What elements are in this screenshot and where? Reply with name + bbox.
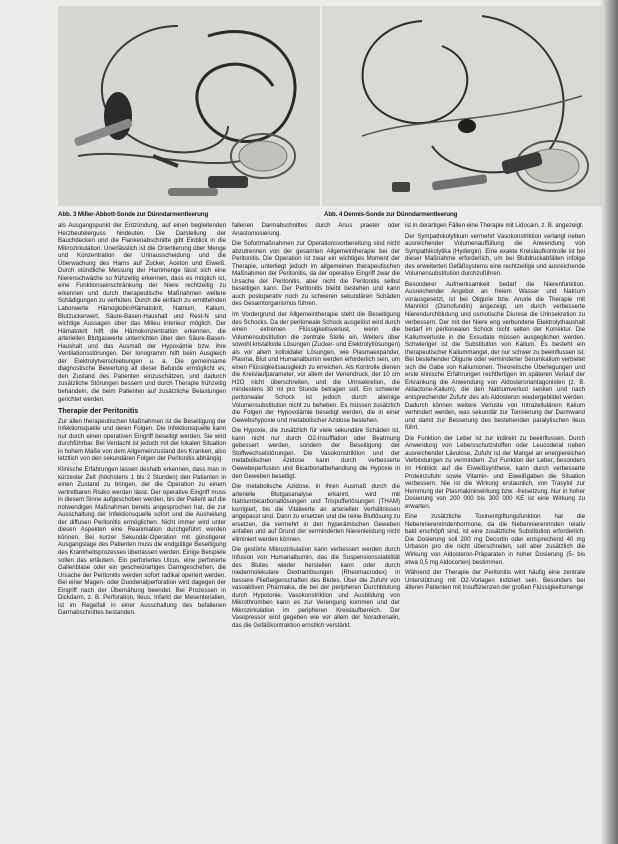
- paragraph: Eine zusätzliche Toxinentgiftungsfunktion hat die Nebennierenrindenhormone, da die Nebennierenrinden relativ bald erschöpft sind, ist eine zusätzliche Substitution erforderlich. Die Dosierung soll 200 mg Decortin oder entsprechend 40 mg Urbason pro die nicht überschreiten, soll aber zusätzlich die Wirkung von Aldosteron-Präparaten in hoher Dosierung (5- bis etwa 0,5 mg Aldocorten) bestimmen.: [405, 513, 585, 566]
- paragraph: ist in derartigen Fällen eine Therapie mit Lidocain, z. B. angezeigt.: [405, 222, 584, 229]
- paragraph: Die metabolische Azidose, in ihren Ausmaß durch die arterielle Blutgasanalyse erkannt, wird mit Natriumbicarbonatlösungen und Trispufferlösungen (THAM) korrigiert, bis die Vitalwerte an arteriellen Verhältnissen angepasst sind. Dann zu ersetzen und die reine Blutlösung zu ersetzen, die vermehrt in den hyperämischen Geweben anfallen und auf Grund der verminderten Nierenleistung nicht eliminiert werden können.: [232, 483, 400, 543]
- paragraph: Im Vordergrund der Allgemeintherapie steht die Beseitigung des Schocks. Da der peritoneale Schock ausgelöst wird durch einen extremen Flüssigkeitsverlust, wenn die Volumensubstitution die zentrale Stelle ein. Weiters über sowohl kristalloide Lösungen (Zucker- und Elektrolytlösungen) als vor allem kolloidaler Lösungen, wie Plasmaexpander, Plasma, Blut und Humanalbumin werden erforderlich sein, um einen Flüssigkeitsausgleich zu erreichen. Als Kontrolle dienen die Kreislaufparameter, vor allem der Venendruck, der 10 cm H2O nicht überschreiten, und die Urinsekretion, die mindestens 30 ml pro Stunde betragen soll. Ein schwerer peritonealer Schock ist jedoch durch alleinige Volumensubstitution nicht zu beheben. Es müssen zusätzlich die Folgen der Hypovolämie beseitigt werden, die in einer Gewebshypoxie und metabolischer Azidose bestehen.: [232, 311, 400, 424]
- paragraph: Die gestörte Mikrozirkulation kann verbessert werden durch Infusion von Humanalbumin, das die Suspensionsstabilität des Blutes wieder herstellen kann oder durch niedermolekulare Dextranlösungen (Rheomacrodex) in bessere Fließeigenschaften des Blutes. Über die Zufuhr von vasoaktiven Pharmaka, die bei der peripheren Durchblutung durch Hypotonie, Vasokonstriktion und Ausbildung von Mikrothromben kann es zur Verengung kommen und der Mikrozirkulation im peripheren Kreislaufbereich. Der Vasopressor wird gegeben wie vor allem der Noradrenalin, das die Gefäßkontraktion ernstlich verstärkt.: [232, 546, 400, 629]
- paragraph: Zur allen therapeutischen Maßnahmen ist die Beseitigung der Infektionsquelle und deren Folgen. Die Infektionsquelle kann nur durch einen operativen Eingriff beseitigt werden. Sie wird durchführbar. Bei Verdacht ist jedoch mit der lokalen Situation in hohem Maße von dem Allgemeinzustand des Kranken, also letztlich von den sekundären Folgen der Peritonitis abhängig.: [58, 417, 226, 463]
- figure-3-photo: [58, 6, 320, 206]
- text-column-1: [58, 222, 226, 620]
- text-column-2: [232, 222, 400, 632]
- paragraph: Während der Therapie der Peritonitis wird häufig eine zentrale Unterstützung mit O2-Vorlagen indiziert sein. Besonders bei älteren Patienten mit Insuffizienzen der großen Flüssigkeitsmenge: [405, 569, 585, 592]
- paragraph: Die Sofortmaßnahmen zur Operationsvorbereitung sind nicht abzutrennen von der gesamten Allgemeintherapie bei der Peritonitis. Die Operation ist zwar ein wichtiges Moment der Therapie, unterliegt jedoch im allgemeinen therapeutischen Maßnahmen der Peritonitis, da der operative Eingriff zwar die Ursache der Peritonitis, aber nicht die Peritonitis selbst beseitigen kann. Der Peritonitis bleibt bestehen und kann auch postoperativ noch zu schweren sekundären Schäden des Gesamtorganismus führen.: [232, 240, 400, 308]
- figure-3-caption: Abb. 3 Miller-Abbott-Sonde zur Dünndarmentleerung: [58, 211, 209, 218]
- paragraph: Besonderer Aufmerksamkeit bedarf die Nierenfunktion. Ausreichender Angebot an freiem Wasser und Natrium vorausgesetzt, ist bei Oligurie bzw. Anurie die Therapie mit Mannitol (Osmofundin) angezeigt, um durch verbesserte Nierendurchblutung und osmotische Diurese die Urinsekretion zu verbessern. Der mit der Niere eng verbundene Elektrolythaushalt bedarf im peritonealen Schock nicht selten der Korrektur. Die Kaliumverluste in die Exsudate müssen ausgeglichen werden. Schwieriger ist die Substitution von Kalium. Es besteht ein therapeutischer Kaliummangel, der nur schwer zu beeinflussen ist. Bei bestehender Oligurie oder verminderter Serumkalium verbietet sich die Gabe von Kaliumionen. Theoretische Überlegungen und erste klinische Erfahrungen rechtfertigen im späteren Verlauf der Erkrankung die Anwendung von Aldosteronantagonisten (z. B. Aldactone-Kalium), die den Natriumverlust senken und nach entsprechender Zufuhr des als Aldosteron wiedergebildet werden. Dadurch können weitere Verluste von Intrazellulärem Kalium verhindert werden, was sekundär zur Tonisierung der Darmwand und damit zur Besserung des bestehenden paralytischen Ileus führt.: [405, 280, 585, 432]
- text-column-3: [405, 222, 585, 595]
- miller-abbott-probe-photo: [58, 6, 320, 206]
- paragraph: Der Sympathikolytikum vermehrt Vasokonstriktion verlangt neben ausreichender Volumenauffüllung die Anwendung von Sympathikolytika (Hydergin). Eine exakte Kreislaufkontrolle ist bei dieser Maßnahme erforderlich, um bei Blutdruckabfällen infolge des erweiterten Gefäßsystems eine rechtzeitige und ausreichende Volumensubstitution durchzuführen.: [405, 232, 585, 278]
- figure-4-photo: [322, 6, 602, 206]
- paragraph: Die Funktion der Leber ist zur indirekt zu beeinflussen. Durch Anwendung von Lebersschutzstoffen oder Leucoderal neben ausreichender Lävulose, Zufuhr ist der Mangel an energiereichen Verbindungen zu vermindern. Zur Funktion der Leber, besonders im Hinblick auf die Eiweißsynthese, kann durch verbesserte Proteinzufuhr sowie Vitamin- und Eiweißgaben die Situation verbessern. Nie ist die Wirkung erstaunlich, von Trasylol zur Hemmung der Plasmakininwirkung bzw. -freisetzung. Nur in hoher Dosierung von 200 000 bis 300 000 KE ist eine Wirkung zu erwarten.: [405, 434, 585, 510]
- paragraph: Klinische Erfahrungen lassen deshalb erkennen, dass man in kürzester Zeit (höchstens 1 bis 2 Stunden) den Patienten in einen Zustand zu bringen, der die Operation zu einem vertretbaren Risiko werden lässt. Der operative Eingriff muss in diesem Sinne aufgeschoben werden, bis der Patient auf die notwendigen Maßnahmen bereits angesprochen hat, die zur Ausschaltung der Infektionsquelle sofort und die Ausheilung der diffusen Peritonitis ermöglichen. Nicht immer wird unter diesen Aspekten eine Reanimation durchgeführt werden können. Bei kurzer Sekundär-Operation mit günstigerer Ausgangslage des Patienten muss die endgültige Beseitigung des Krankheitsprozesses überlassen werden. Einige Beispiele sollen das erläutern. Ein perforiertes Ulcus, eine perforierte Gallenblase oder ein geschwürartiges Darmgeschehen, die Ursache der Peritonitis werden sofort radikal operiert werden. Bei einer Magen- oder Duodenalperforation wird dagegen der Eingriff nach der Übernähung beendet. Bei Prozessen in Dickdarm, z. B. Perforation, Ileus, Infarkt der Mesenterialien, ist im Regelfall in einer Ausschaltung des befallenen Darmabschnittes bestanden.: [58, 465, 227, 617]
- figure-4-caption: Abb. 4 Dennis-Sonde zur Dünndarmentleerung: [324, 211, 458, 218]
- section-heading: Therapie der Peritonitis: [58, 406, 139, 416]
- paragraph: fallenen Darmabschnittes durch Anus praeter oder Anastomosierung.: [232, 222, 400, 237]
- paragraph: als Ausgangspunkt der Entzündung, auf einen begleitenden Herzbeutelerguss hindeuten. Die Darstellung der Bauchdecken und die Flankenabschnitte gibt Einblick in die Mikrozirkulation. Unerlässlich ist die Orientierung über Menge und Konzentration der Urinausscheidung und die Überwachung des Harns auf Zucker, Aceton und Eiweiß. Durch stündliche Messung der Harnmenge lässt sich eine Nierenschwäche so frühzeitig erkennen, dass es möglich ist, eine Funktionseinschränkung der Niere rechtzeitig zu erkennen und durch therapeutische Maßnahmen weitere Schädigungen zu verhüten. Durch die einfach zu ermittelnden Laborwerte Hämoglobin/Hämatokrit, Natrium, Kalium, Blutzuckerwert, Säure-Basen-Haushalt und Rest-N sind wichtige Aussagen über das Milieu interieur möglich. Der Hämatokrit hilft die Hämokonzentration erkennen, die arteriellen Blutgaswerte unterrichten über den Säure-Basen-Haushalt und das Ausmaß der Hypoxämie bzw. ihre Ventilationsstörungen. Der Ionogramm hilft beim Ausgleich der Elektrolytverschiebungen u. a. Die gemeinsame diagnostische Bewertung all dieser Befunde ermöglicht es, den Zustand des Patienten einzuschätzen, und dadurch zusätzliche Störungen bessern und durch Therapie frühzeitig behandeln, die beim Patienten auf zusätzliche Belastungen gerichtet werden.: [58, 222, 226, 403]
- page-edge-shadow: [600, 0, 618, 844]
- paragraph: Die Hypoxie, die zusätzlich für viele sekundäre Schäden ist, kann nicht nur durch O2-Insufflation oder Beatmung gebessert werden, sondern der Beseitigung der Stoffwechselstörungen. Die Vasokonstriktion und der metabolischen Azidose kann durch verbesserte Gewebeperfusion und Bicarbonatbehandlung die Hypoxie in den Geweben beseitigt.: [232, 427, 400, 480]
- dennis-probe-photo: [322, 6, 602, 206]
